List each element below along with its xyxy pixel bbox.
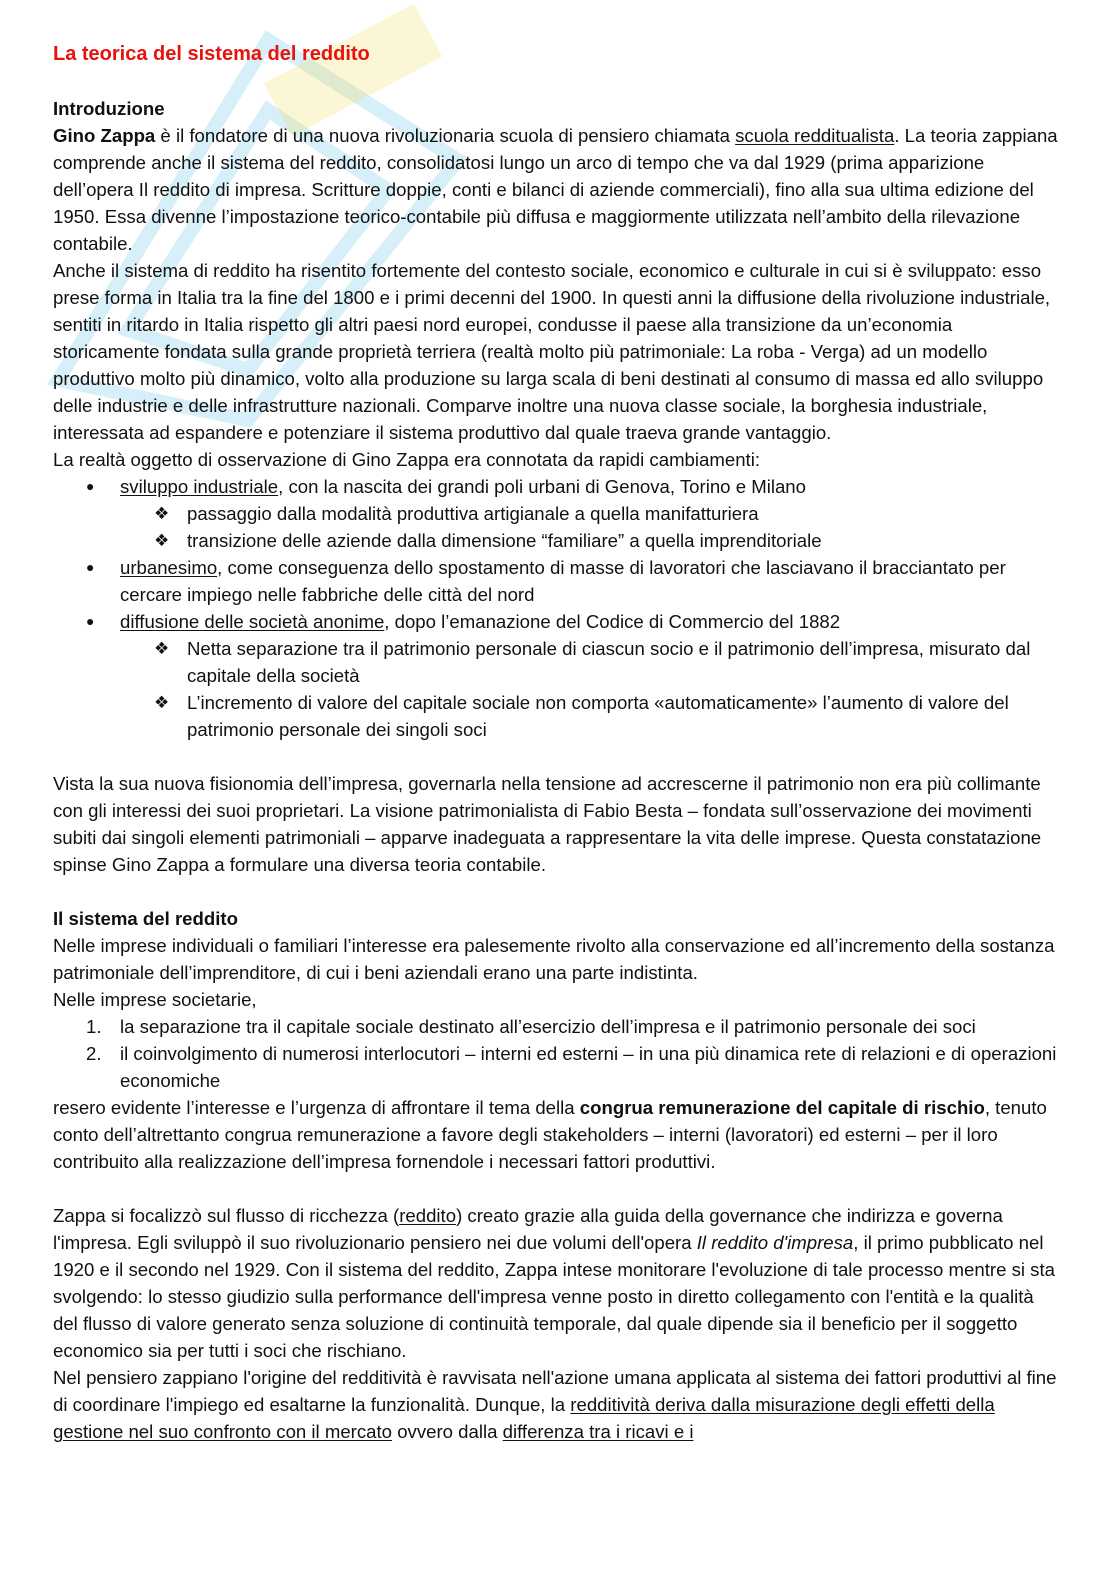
changes-list [53, 473, 1063, 743]
bold-phrase: congrua remunerazione del capitale di rischio [579, 1097, 985, 1118]
diamond-bullet-icon: ❖ [154, 504, 170, 523]
document-title: La teorica del sistema del reddito [53, 43, 370, 65]
list-item: 2. il coinvolgimento di numerosi interlocutori – interni ed esterni – in una più dinamica rete di relazioni e di operazioni economiche [53, 1040, 1063, 1094]
sub-list [120, 635, 1063, 743]
sub-list-item: ❖ transizione delle aziende dalla dimensione “familiare” a quella imprenditoriale [53, 527, 1063, 554]
section2-paragraph-3: resero evidente l’interesse e l’urgenza di affrontare il tema della congrua remunerazione del capitale di rischio, tenuto conto dell’altrettanto congrua remunerazione a favore degli stakeholders – interni (lavoratori) ed esterni – per il loro contribuito alla realizzazione dell’impresa fornendole i necessari fattori produttivi. [53, 1097, 1047, 1172]
bullet-icon: ● [86, 613, 95, 629]
intro-paragraph-1: Gino Zappa è il fondatore di una nuova rivoluzionaria scuola di pensiero chiamata scuola redditualista. La teoria zappiana comprende anche il sistema del reddito, consolidatosi lungo un arco di tempo che va dal 1929 (prima apparizione dell’opera Il reddito di impresa. Scritture doppie, conti e bilanci di aziende commerciali), fino alla sua ultima edizione del 1950. Essa divenne l’impostazione teorico-contabile più diffusa e maggiormente utilizzata nell’ambito della rilevazione contabile. [53, 125, 1058, 254]
section2-paragraph-5: Nel pensiero zappiano l'origine del redditività è ravvisata nell'azione umana applicata al sistema dei fattori produttivi al fine di coordinare l'impiego ed esaltarne la funzionalità. Dunque, la redditività deriva dalla misurazione degli effetti della gestione nel suo confronto con il mercato ovvero dalla differenza tra i ricavi e i [53, 1367, 1057, 1442]
sub-list-item: ❖ L’incremento di valore del capitale sociale non comporta «automaticamente» l’aumento di valore del patrimonio personale dei singoli soci [53, 689, 1063, 743]
list-item: ● urbanesimo, come conseguenza dello spostamento di masse di lavoratori che lasciavano il bracciantato per cercare impiego nelle fabbriche delle città del nord [53, 554, 1063, 608]
sub-list-item: ❖ passaggio dalla modalità produttiva artigianale a quella manifatturiera [53, 500, 1063, 527]
intro-paragraph-2: Anche il sistema di reddito ha risentito fortemente del contesto sociale, economico e culturale in cui si è sviluppato: esso prese forma in Italia tra la fine del 1800 e i primi decenni del 1900. In questi anni la diffusione della rivoluzione industriale, sentiti in ritardo in Italia rispetto gli altri paesi nord europei, condusse il paese alla transizione da un’economia storicamente fondata sulla grande proprietà terriera (realtà molto più patrimoniale: La roba - Verga) ad un modello produttivo molto più dinamico, volto alla produzione su larga scala di beni destinati al consumo di massa ed allo sviluppo delle industrie e delle infrastrutture nazionali. Comparve inoltre una nuova classe sociale, la borghesia industriale, interessata ad espandere e potenziare il sistema produttivo dal quale traeva grande vantaggio. [53, 260, 1051, 443]
section2-heading: Il sistema del reddito [53, 908, 238, 929]
list-number: 1. [86, 1016, 102, 1037]
bullet-icon: ● [86, 559, 95, 575]
sub-list-item: ❖ Netta separazione tra il patrimonio personale di ciascun socio e il patrimonio dell’impresa, misurato dal capitale della società [53, 635, 1063, 689]
section2-paragraph-1: Nelle imprese individuali o familiari l’interesse era palesemente rivolto alla conservazione ed all’incremento della sostanza patrimoniale dell’imprenditore, di cui i beni aziendali erano una parte indistinta. [53, 935, 1055, 983]
section2-paragraph-4: Zappa si focalizzò sul flusso di ricchezza (reddito) creato grazie alla guida della governance che indirizza e governa l'impresa. Egli sviluppò il suo rivoluzionario pensiero nei due volumi dell'opera Il reddito d'impresa, il primo pubblicato nel 1920 e il secondo nel 1929. Con il sistema del reddito, Zappa intese monitorare l'evoluzione di tale processo mentre si sta svolgendo: lo stesso giudizio sulla performance dell'impresa venne posto in diretto collegamento con l'entità e la qualità del flusso di valore generato senza soluzione di continuità temporale, dal quale dipende sia il beneficio per il soggetto economico sia per tutti i soci che rischiano. [53, 1205, 1055, 1361]
sub-list [120, 500, 1063, 554]
list-item: ● diffusione delle società anonime, dopo l’emanazione del Codice di Commercio del 1882 ❖ Netta separazione tra il patrimonio personale di ciascun socio e il patrimonio dell’impresa, misurato dal capitale della società ❖ L’incremento di valore del capitale sociale non comporta «automaticamente» l’aumento di valore del patrimonio personale dei singoli soci [53, 608, 1063, 743]
diamond-bullet-icon: ❖ [154, 639, 170, 658]
school-name: scuola redditualista [735, 125, 895, 146]
list-item: ● sviluppo industriale, con la nascita dei grandi poli urbani di Genova, Torino e Milano ❖ passaggio dalla modalità produttiva artigianale a quella manifatturiera ❖ transizione delle aziende dalla dimensione “familiare” a quella imprenditoriale [53, 473, 1063, 554]
intro-paragraph-4: Vista la sua nuova fisionomia dell’impresa, governarla nella tensione ad accrescerne il patrimonio non era più collimante con gli interessi dei suoi proprietari. La visione patrimonialista di Fabio Besta – fondata sull’osservazione dei movimenti subiti dai singoli elementi patrimoniali – apparve inadeguata a rappresentare la vita delle imprese. Questa constatazione spinse Gino Zappa a formulare una diversa teoria contabile. [53, 773, 1042, 875]
diamond-bullet-icon: ❖ [154, 693, 170, 712]
section2-paragraph-2: Nelle imprese societarie, [53, 989, 257, 1010]
intro-heading: Introduzione [53, 98, 165, 119]
list-item: 1. la separazione tra il capitale sociale destinato all’esercizio dell’impresa e il patrimonio personale dei soci [53, 1013, 1063, 1040]
document-page [53, 40, 1063, 1445]
intro-paragraph-3: La realtà oggetto di osservazione di Gino Zappa era connotata da rapidi cambiamenti: [53, 449, 760, 470]
book-title: Il reddito d'impresa [696, 1232, 854, 1253]
bullet-icon: ● [86, 478, 95, 494]
list-number: 2. [86, 1043, 102, 1064]
author-name: Gino Zappa [53, 125, 156, 146]
numbered-list [53, 1013, 1063, 1094]
diamond-bullet-icon: ❖ [154, 531, 170, 550]
